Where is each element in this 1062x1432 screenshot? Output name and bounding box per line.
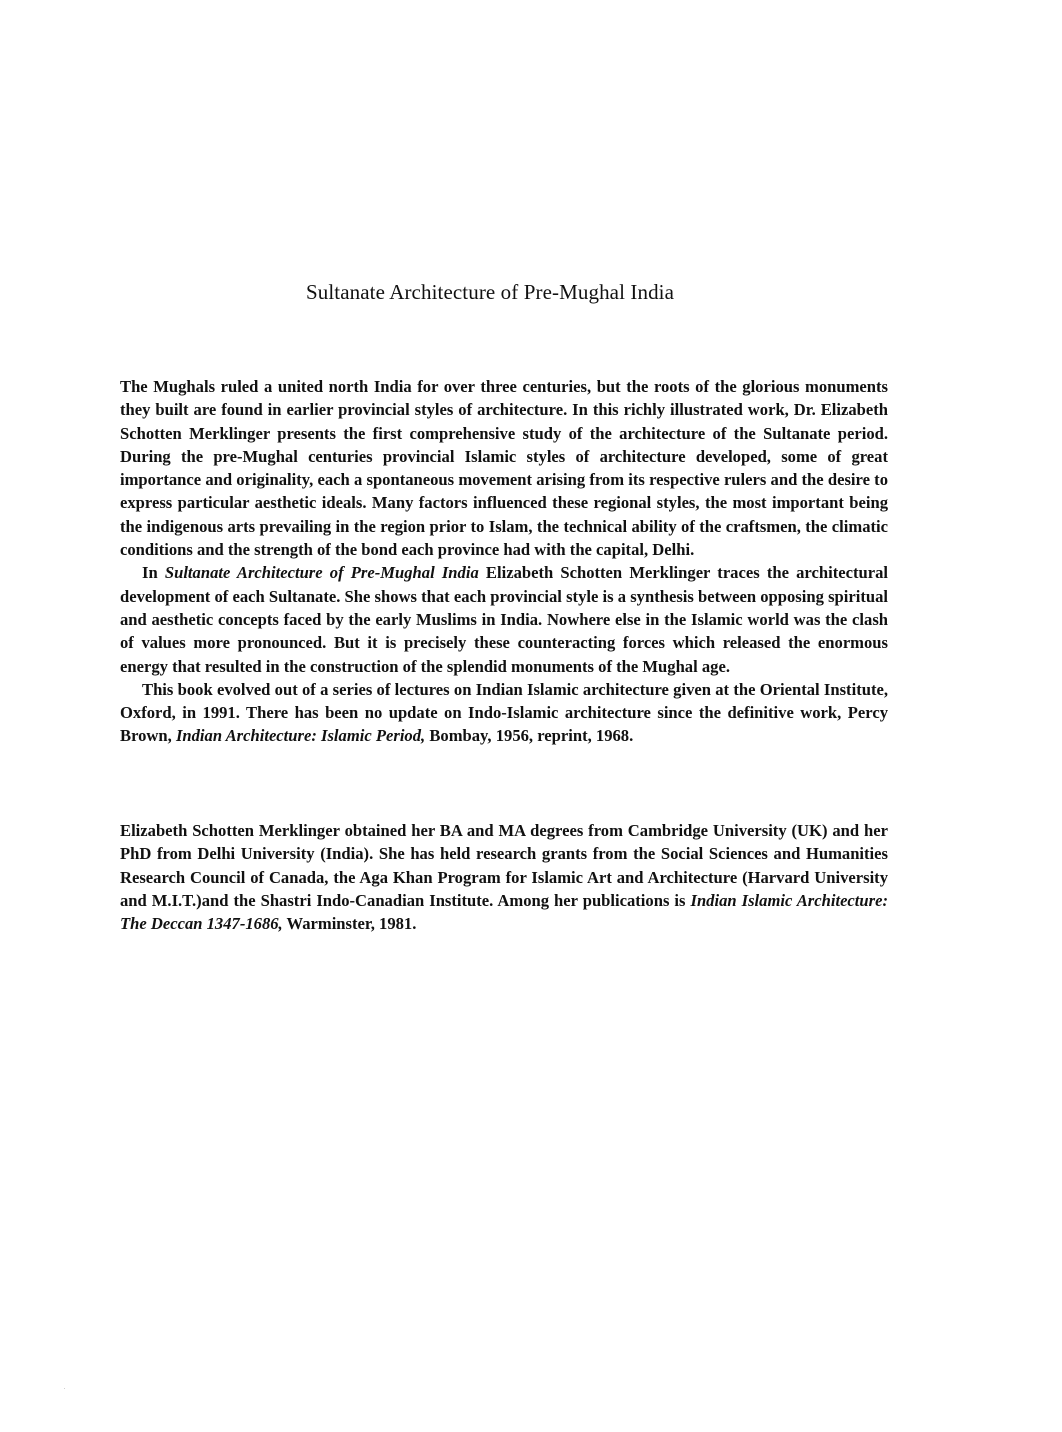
paragraph-2-text: Elizabeth Schotten Merklinger traces the architectural development of each Sultanate. She shows that each provincial style is a synthesis between opposing spiritual and aesthetic concepts faced by the early Muslims in India. Nowhere else in the Islamic world was the clash of values more pronounced. But it is precisely these counteracting forces which released the enormous energy that resulted in the construction of the splendid monuments of the Mughal age. <box>120 563 888 676</box>
description-paragraph-3 <box>120 678 888 748</box>
scan-artifact <box>64 1388 65 1389</box>
book-title-reference: Sultanate Architecture of Pre-Mughal India <box>164 563 479 583</box>
paragraph-3-text: This book evolved out of a series of lectures on Indian Islamic architecture given at the Oriental Institute, Oxford, in 1991. There has been no update on Indo-Islamic architecture since the definitive work, Percy Brown, <box>120 679 888 746</box>
author-bio <box>120 819 888 935</box>
bio-text: Elizabeth Schotten Merklinger obtained her BA and MA degrees from Cambridge University (UK) and her PhD from Delhi University (India). She has held research grants from the Social Sciences and Humanities Research Council of Canada, the Aga Khan Program for Islamic Art and Architecture (Harvard University and M.I.T.)and the Shastri Indo-Canadian Institute. Among her publications is <box>120 821 888 910</box>
description-paragraph-1: The Mughals ruled a united north India for over three centuries, but the roots of the glorious monuments they built are found in earlier provincial styles of architecture. In this richly illustrated work, Dr. Elizabeth Schotten Merklinger presents the first comprehensive study of the architecture of the Sultanate period. During the pre-Mughal centuries provincial Islamic styles of architecture developed, some of great importance and originality, each a spontaneous movement arising from its respective rulers and the desire to express particular aesthetic ideals. Many factors influenced these regional styles, the most important being the indigenous arts prevailing in the region prior to Islam, the technical ability of the craftsmen, the climatic conditions and the strength of the bond each province had with the capital, Delhi. <box>120 377 888 560</box>
author-bio-paragraph <box>120 819 888 935</box>
description-paragraph-2 <box>120 561 888 677</box>
book-description <box>120 375 888 748</box>
page-title: Sultanate Architecture of Pre-Mughal India <box>305 280 675 305</box>
bio-suffix: Warminster, 1981. <box>282 914 417 934</box>
paragraph-3-suffix: Bombay, 1956, reprint, 1968. <box>425 726 634 746</box>
bio-cited-title: Indian Islamic Architecture: The Deccan 1347-1686, <box>120 890 888 934</box>
cited-work-title: Indian Architecture: Islamic Period, <box>175 726 426 746</box>
paragraph-2-prefix: In <box>142 563 165 583</box>
